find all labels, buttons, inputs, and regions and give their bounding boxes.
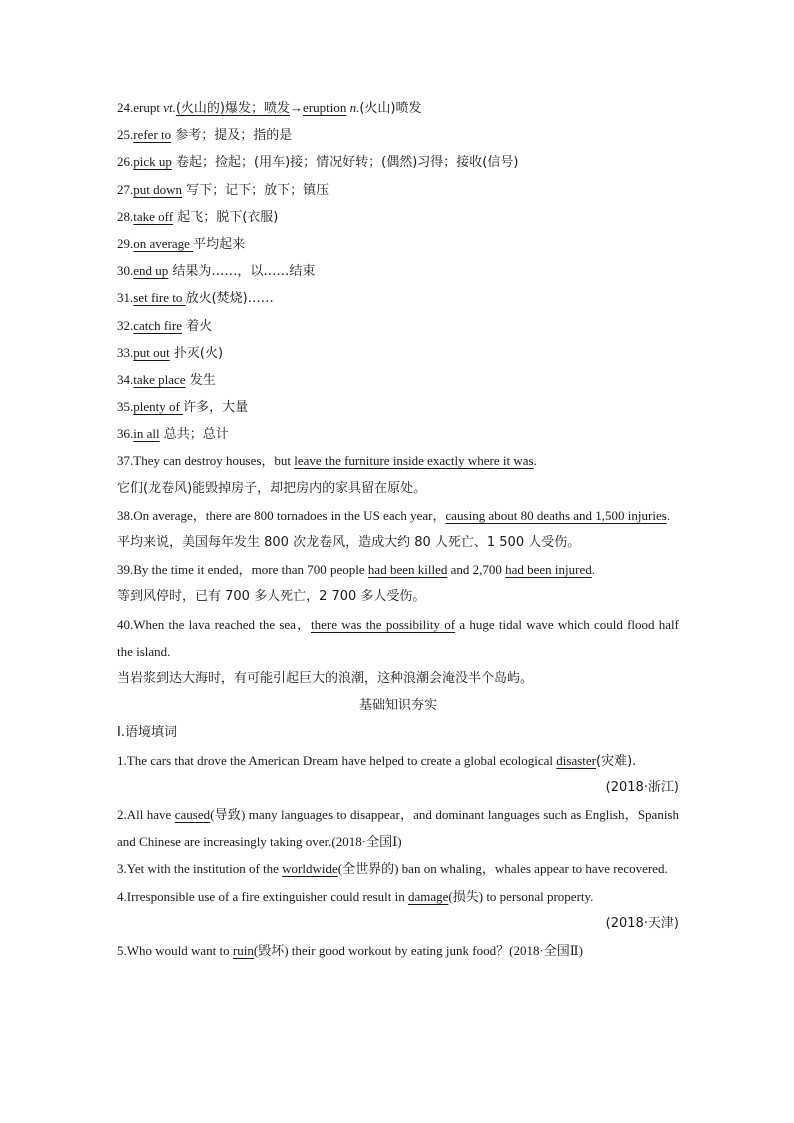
- item-number: 31.: [117, 290, 134, 306]
- sentence-40-translation: 当岩浆到达大海时，有可能引起巨大的浪潮，这种浪潮会淹没半个岛屿。: [117, 670, 534, 686]
- exercise-text: 3.Yet with the institution of the: [117, 861, 283, 877]
- arrow-icon: →: [290, 100, 304, 115]
- sentence-39: [117, 556, 679, 583]
- vocab-item-33: [117, 339, 679, 366]
- sentence-text: .: [666, 507, 671, 523]
- exercise-answer: disaster: [556, 752, 596, 768]
- vocab-item-35: [117, 393, 679, 420]
- vocab-meaning: 起飞；脱下(衣服): [173, 209, 279, 225]
- sentence-blank: leave the furniture inside exactly where it was: [294, 453, 534, 469]
- vocab-term-blank: put out: [133, 344, 170, 360]
- vocab-meaning-blank: (火山的)爆发；喷发: [175, 101, 291, 116]
- item-number: 26.: [117, 154, 134, 170]
- vocab-meaning: 放火(焚烧)……: [185, 291, 274, 307]
- vocab-term-blank: set fire to: [133, 290, 186, 306]
- part-of-speech: n.: [346, 100, 360, 115]
- vocab-item-28: [117, 203, 679, 230]
- exercise-answer: caused: [174, 806, 211, 822]
- item-number: 35.: [117, 399, 134, 415]
- vocab-term-blank: pick up: [133, 154, 172, 170]
- exercise-text: (导致) many languages to disappear，and dominant languages such as English，Spanish and Chinese are increasingly taking over.(2018·全国Ⅰ): [117, 806, 679, 850]
- exercise-4: [117, 883, 679, 910]
- vocab-term-blank: take off: [133, 208, 174, 224]
- vocab-item-27: [117, 176, 679, 203]
- sentence-blank: had been killed: [367, 562, 448, 578]
- vocab-meaning: 着火: [181, 318, 213, 334]
- item-number: 25.: [117, 127, 134, 143]
- sentence-blank: there was the possibility of: [310, 616, 456, 632]
- vocab-meaning: (火山)喷发: [359, 101, 422, 116]
- exercise-text: (损失) to personal property.: [448, 888, 594, 904]
- exercise-text: 4.Irresponsible use of a fire extinguisher could result in: [117, 888, 408, 904]
- item-number: 28.: [117, 208, 134, 224]
- item-number: 33.: [117, 344, 134, 360]
- vocab-meaning: 平均起来: [193, 236, 246, 252]
- exercise-answer: ruin: [232, 942, 254, 958]
- sentence-text: .: [591, 562, 596, 578]
- sentence-blank: had been injured: [505, 562, 592, 578]
- vocab-meaning: 扑灭(火): [169, 345, 224, 361]
- item-number: 24.: [117, 100, 134, 115]
- exercise-answer: worldwide: [282, 861, 338, 877]
- vocab-item-34: [117, 366, 679, 393]
- item-number: 36.: [117, 426, 134, 442]
- sentence-text: and 2,700: [447, 562, 506, 578]
- section-title: 基础知识夯实: [358, 698, 437, 714]
- subsection-title: Ⅰ.语境填词: [117, 725, 177, 741]
- exercise-1: [117, 747, 679, 774]
- vocab-item-32: [117, 312, 679, 339]
- vocab-item-25: [117, 121, 679, 148]
- vocab-item-26: [117, 148, 679, 175]
- sentence-38-translation: 平均来说，美国每年发生 800 次龙卷风，造成大约 80 人死亡、1 500 人受伤。: [117, 535, 581, 551]
- item-number: 30.: [117, 263, 134, 279]
- exercise-1-source: (2018·浙江): [605, 779, 679, 795]
- exercise-answer: damage: [407, 888, 449, 904]
- exercise-text: (灾难).: [596, 753, 637, 769]
- part-of-speech: vt.: [163, 100, 176, 115]
- vocab-item-29: [117, 230, 679, 257]
- exercise-4-source: (2018·天津): [605, 915, 679, 931]
- exercise-text: (全世界的) ban on whaling，whales appear to have recovered.: [337, 861, 668, 877]
- item-number: 29.: [117, 235, 134, 251]
- sentence-39-translation: 等到风停时，已有 700 多人死亡，2 700 多人受伤。: [117, 589, 426, 605]
- document-page: [117, 94, 679, 964]
- vocab-meaning: 卷起；捡起；(用车)接；情况好转；(偶然)习得；接收(信号): [171, 155, 519, 171]
- exercise-2: [117, 801, 679, 855]
- exercise-text: 1.The cars that drove the American Dream have helped to create a global ecological: [117, 752, 557, 768]
- sentence-blank: causing about 80 deaths and 1,500 injuries: [445, 507, 667, 523]
- item-number: 32.: [117, 317, 134, 333]
- vocab-term-blank: on average: [133, 235, 194, 251]
- vocab-term-blank: in all: [133, 426, 160, 442]
- exercise-text: 2.All have: [117, 806, 175, 822]
- vocab-meaning: 总共；总计: [159, 427, 229, 443]
- exercise-text: (毁坏) their good workout by eating junk food？(2018·全国Ⅱ): [253, 942, 583, 958]
- vocab-item-30: [117, 257, 679, 284]
- vocab-derived-blank: eruption: [303, 100, 347, 115]
- vocab-meaning: 写下；记下；放下；镇压: [182, 182, 330, 198]
- vocab-item-31: [117, 284, 679, 311]
- vocab-meaning: 许多，大量: [183, 400, 249, 416]
- sentence-text: .: [533, 453, 537, 469]
- vocab-meaning: 发生: [185, 372, 216, 388]
- vocab-term: erupt: [133, 100, 164, 115]
- vocab-meaning: 结果为……，以……结束: [168, 264, 316, 280]
- item-number: 27.: [117, 181, 134, 197]
- vocab-meaning: 参考；提及；指的是: [171, 128, 293, 144]
- sentence-37: [117, 447, 679, 474]
- item-number: 34.: [117, 371, 134, 387]
- vocab-item-24: [117, 94, 679, 121]
- sentence-text: a huge tidal wave which could flood half the island.: [117, 616, 679, 659]
- sentence-40: [117, 611, 679, 665]
- vocab-term-blank: catch fire: [133, 317, 182, 333]
- vocab-term-blank: end up: [133, 263, 169, 279]
- vocab-item-36: [117, 420, 679, 447]
- exercise-5: [117, 937, 679, 964]
- sentence-37-translation: 它们(龙卷风)能毁掉房子，却把房内的家具留在原处。: [117, 480, 427, 496]
- sentence-text: 40.When the lava reached the sea，: [117, 616, 311, 632]
- vocab-term-blank: refer to: [133, 127, 172, 143]
- exercise-3: [117, 855, 679, 882]
- sentence-text: 38.On average，there are 800 tornadoes in the US each year，: [117, 507, 446, 523]
- vocab-term-blank: take place: [133, 371, 186, 387]
- vocab-term-blank: put down: [133, 181, 182, 197]
- sentence-38: [117, 502, 679, 529]
- sentence-text: 37.They can destroy houses，but: [117, 453, 295, 469]
- exercise-text: 5.Who would want to: [117, 942, 233, 958]
- sentence-text: 39.By the time it ended，more than 700 people: [117, 562, 368, 578]
- vocab-term-blank: plenty of: [133, 399, 184, 415]
